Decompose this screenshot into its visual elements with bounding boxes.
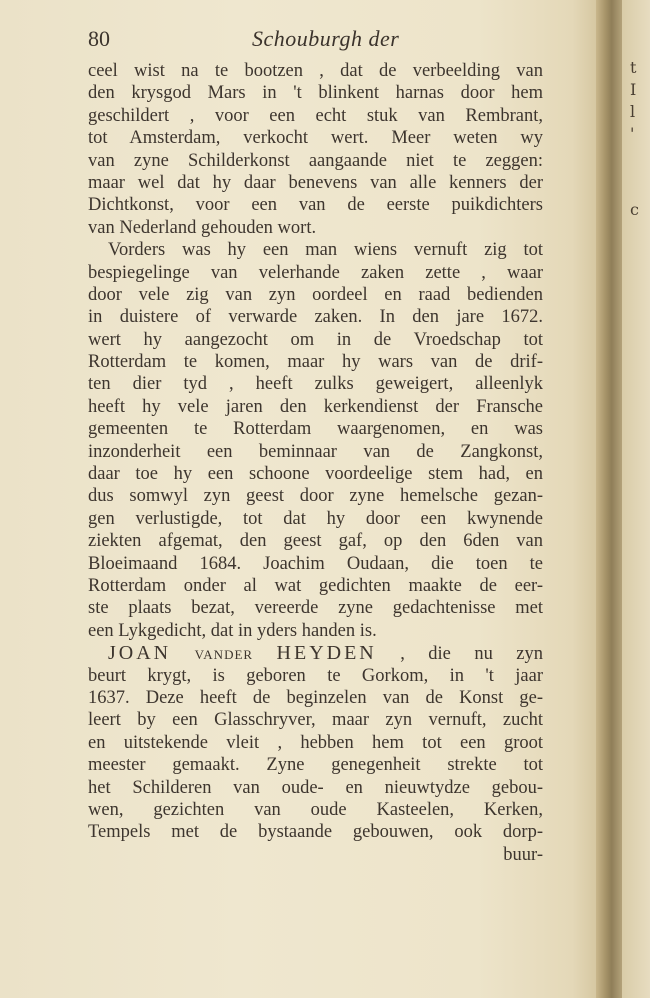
facing-page-fragment: c [630, 200, 639, 219]
text-line: wen, gezichten van oude Kasteelen, Kerken, [88, 799, 543, 820]
paragraph-first-line: Vorders was hy een man wiens vernuft zig tot [108, 240, 543, 261]
text-line: Dichtkonst, voor een van de eerste puikdichters [88, 195, 543, 216]
facing-page-edge [622, 0, 650, 998]
facing-page-fragment: I [630, 80, 637, 99]
text-line: 1637. Deze heeft de beginzelen van de Konst ge- [88, 687, 543, 708]
facing-page-fragment: l [630, 102, 636, 121]
book-gutter [596, 0, 622, 998]
facing-page-fragment: t [630, 58, 637, 77]
name-vander: VANDER [194, 647, 254, 663]
text-line: inzonderheit een beminnaar van de Zangkonst, [88, 441, 543, 462]
text-line: heeft hy vele jaren den kerkendienst der Fransche [88, 396, 543, 417]
text-line: leert by een Glasschryver, maar zyn vernuft, zucht [88, 710, 543, 731]
text-line: ten dier tyd , heeft zulks geweigert, alleenlyk [88, 374, 543, 395]
text-line: ziekten afgemat, den geest gaf, op den 6den van [88, 531, 543, 552]
text-line: van Nederland gehouden wort. [88, 217, 317, 238]
page-header [88, 26, 548, 54]
text-line: meester gemaakt. Zyne genegenheit strekte tot [88, 755, 543, 776]
name-joan: JOAN [108, 642, 172, 665]
text-line: daar toe hy een schoone voordeelige stem had, en [88, 464, 543, 485]
text-line: Rotterdam onder al wat gedichten maakte de eer- [88, 575, 543, 596]
text-line: van zyne Schilderkonst aangaande niet te zeggen: [88, 150, 543, 171]
text-line: ste plaats bezat, vereerde zyne gedachtenisse met [88, 598, 543, 619]
facing-page-fragment: ' [630, 124, 635, 143]
text-line: door vele zig van zyn oordeel en raad bedienden [88, 284, 543, 305]
text-line: beurt krygt, is geboren te Gorkom, in 't jaar [88, 665, 543, 686]
text-line: Tempels met de bystaande gebouwen, ook dorp- [88, 822, 543, 843]
text-line: Bloeimaand 1684. Joachim Oudaan, die toen te [88, 553, 543, 574]
text-line: het Schilderen van oude- en nieuwtydze gebou- [88, 777, 543, 798]
name-heyden: HEYDEN [276, 642, 377, 665]
text-line: Rotterdam te komen, maar hy wars van de drif- [88, 352, 543, 373]
text-line: den krysgod Mars in 't blinkent harnas door hem [88, 83, 543, 104]
text-line: dus somwyl zyn geest door zyne hemelsche gezan- [88, 486, 543, 507]
text-line: bespiegelinge van velerhande zaken zette , waar [88, 262, 543, 283]
text-line: een Lykgedicht, dat in yders handen is. [88, 620, 377, 641]
text-line: in duistere of verwarde zaken. In den jare 1672. [88, 307, 543, 328]
text-line: ceel wist na te bootzen , dat de verbeelding van [88, 61, 543, 81]
catchword: buur- [503, 844, 543, 865]
heyden-line-rest: , die nu zyn [400, 644, 543, 665]
running-head: Schouburgh der [252, 26, 400, 51]
text-line: geschildert , voor een echt stuk van Rembrant, [88, 105, 543, 126]
text-line: tot Amsterdam, verkocht wert. Meer weten wy [88, 128, 543, 149]
text-line: gen verlustigde, tot dat hy door een kwynende [88, 508, 543, 529]
page-number: 80 [88, 26, 110, 51]
text-line: gemeenten te Rotterdam waargenomen, en was [88, 419, 543, 440]
heyden-heading-line [88, 642, 543, 664]
body-text [88, 60, 543, 866]
text-line: wert hy aangezocht om in de Vroedschap tot [88, 329, 543, 350]
text-line: maar wel dat hy daar benevens van alle kenners der [88, 172, 543, 193]
text-line: en uitstekende vleit , hebben hem tot een groot [88, 732, 543, 753]
